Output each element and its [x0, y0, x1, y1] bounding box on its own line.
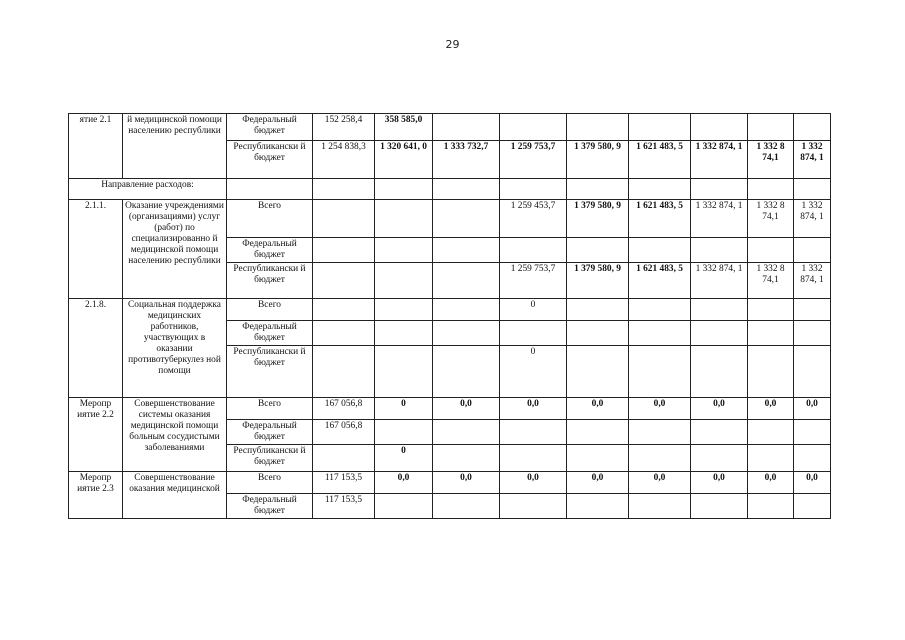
value-cell — [629, 299, 691, 321]
value-cell — [748, 346, 794, 398]
value-cell — [794, 238, 831, 263]
value-cell: 0,0 — [567, 472, 629, 494]
budget-table-body — [69, 114, 831, 519]
empty-cell — [748, 179, 794, 200]
value-cell: 0,0 — [567, 398, 629, 420]
funding-source: Всего — [227, 299, 313, 321]
value-cell: 1 621 483, 5 — [629, 263, 691, 299]
row-name: Оказание учреждениями (организациями) услуг (работ) по специализированно й медицинской помощи населению республики — [123, 200, 227, 299]
value-cell — [691, 238, 748, 263]
value-cell — [629, 321, 691, 346]
funding-source: Федеральный бюджет — [227, 494, 313, 519]
funding-source: Федеральный бюджет — [227, 238, 313, 263]
value-cell — [500, 321, 567, 346]
value-cell: 167 056,8 — [313, 398, 375, 420]
value-cell: 0,0 — [691, 398, 748, 420]
value-cell: 1 333 732,7 — [433, 141, 500, 179]
value-cell — [567, 445, 629, 472]
value-cell — [794, 321, 831, 346]
value-cell: 1 332 874, 1 — [691, 141, 748, 179]
value-cell — [567, 321, 629, 346]
value-cell — [567, 299, 629, 321]
value-cell — [500, 420, 567, 445]
value-cell — [748, 321, 794, 346]
empty-cell — [227, 179, 313, 200]
funding-source: Республикански й бюджет — [227, 141, 313, 179]
value-cell — [794, 299, 831, 321]
row-code: 2.1.8. — [69, 299, 123, 398]
value-cell — [567, 494, 629, 519]
value-cell: 0,0 — [500, 398, 567, 420]
value-cell — [500, 494, 567, 519]
row-code: Меропр иятие 2.3 — [69, 472, 123, 519]
value-cell — [794, 114, 831, 141]
row-code: ятие 2.1 — [69, 114, 123, 179]
value-cell — [629, 420, 691, 445]
funding-source: Республикански й бюджет — [227, 445, 313, 472]
value-cell — [500, 238, 567, 263]
value-cell: 0,0 — [629, 472, 691, 494]
value-cell — [794, 494, 831, 519]
value-cell — [375, 321, 433, 346]
table-row — [69, 299, 831, 321]
value-cell: 1 332 874, 1 — [691, 263, 748, 299]
value-cell: 1 379 580, 9 — [567, 263, 629, 299]
value-cell: 0,0 — [433, 398, 500, 420]
value-cell — [567, 420, 629, 445]
value-cell — [500, 445, 567, 472]
value-cell: 1 332 8 74,1 — [748, 200, 794, 238]
value-cell — [433, 445, 500, 472]
value-cell — [567, 238, 629, 263]
value-cell — [313, 299, 375, 321]
value-cell — [629, 114, 691, 141]
empty-cell — [691, 179, 748, 200]
value-cell: 0 — [375, 398, 433, 420]
empty-cell — [313, 179, 375, 200]
value-cell: 1 379 580, 9 — [567, 200, 629, 238]
value-cell — [375, 346, 433, 398]
value-cell: 0 — [500, 299, 567, 321]
value-cell: 0,0 — [794, 398, 831, 420]
empty-cell — [375, 179, 433, 200]
value-cell — [375, 494, 433, 519]
row-name: Социальная поддержка медицинских работников, участвующих в оказании противотуберкулез ной помощи — [123, 299, 227, 398]
value-cell — [629, 445, 691, 472]
value-cell — [375, 200, 433, 238]
value-cell — [375, 238, 433, 263]
value-cell: 0,0 — [433, 472, 500, 494]
value-cell — [629, 346, 691, 398]
value-cell — [433, 299, 500, 321]
value-cell — [629, 238, 691, 263]
funding-source: Республикански й бюджет — [227, 263, 313, 299]
table-row — [69, 114, 831, 141]
funding-source: Федеральный бюджет — [227, 420, 313, 445]
row-name: й медицинской помощи населению республики — [123, 114, 227, 179]
value-cell: 0,0 — [629, 398, 691, 420]
value-cell — [794, 346, 831, 398]
value-cell: 0,0 — [375, 472, 433, 494]
table-row — [69, 398, 831, 420]
value-cell — [433, 114, 500, 141]
value-cell: 0 — [375, 445, 433, 472]
table-row — [69, 472, 831, 494]
value-cell — [748, 420, 794, 445]
value-cell — [313, 200, 375, 238]
value-cell — [500, 114, 567, 141]
row-code: 2.1.1. — [69, 200, 123, 299]
row-name: Совершенствование системы оказания медицинской помощи больным сосудистыми заболеваниями — [123, 398, 227, 472]
value-cell: 1 332 874, 1 — [794, 263, 831, 299]
value-cell: 1 332 874, 1 — [691, 200, 748, 238]
value-cell: 358 585,0 — [375, 114, 433, 141]
value-cell — [748, 114, 794, 141]
value-cell: 152 258,4 — [313, 114, 375, 141]
value-cell: 0 — [500, 346, 567, 398]
value-cell: 0,0 — [794, 472, 831, 494]
funding-source: Всего — [227, 398, 313, 420]
value-cell — [691, 445, 748, 472]
table-row — [69, 200, 831, 238]
value-cell: 1 332 8 74,1 — [748, 263, 794, 299]
value-cell — [433, 494, 500, 519]
empty-cell — [567, 179, 629, 200]
value-cell: 1 254 838,3 — [313, 141, 375, 179]
page-number: 29 — [445, 38, 460, 51]
value-cell: 1 379 580, 9 — [567, 141, 629, 179]
value-cell: 0,0 — [500, 472, 567, 494]
funding-source: Всего — [227, 200, 313, 238]
value-cell — [375, 420, 433, 445]
empty-cell — [433, 179, 500, 200]
value-cell — [691, 114, 748, 141]
value-cell: 1 259 453,7 — [500, 200, 567, 238]
value-cell — [433, 420, 500, 445]
value-cell — [794, 420, 831, 445]
value-cell: 167 056,8 — [313, 420, 375, 445]
section-label: Направление расходов: — [69, 179, 227, 200]
value-cell: 1 621 483, 5 — [629, 141, 691, 179]
row-name: Совершенствование оказания медицинской — [123, 472, 227, 519]
value-cell: 1 320 641, 0 — [375, 141, 433, 179]
value-cell — [433, 238, 500, 263]
value-cell: 0,0 — [748, 398, 794, 420]
value-cell: 0,0 — [691, 472, 748, 494]
value-cell — [748, 299, 794, 321]
value-cell — [691, 321, 748, 346]
value-cell: 1 332 874, 1 — [794, 141, 831, 179]
value-cell: 1 259 753,7 — [500, 263, 567, 299]
value-cell — [313, 445, 375, 472]
value-cell — [433, 200, 500, 238]
value-cell: 1 332 8 74,1 — [748, 141, 794, 179]
value-cell — [375, 263, 433, 299]
value-cell — [748, 445, 794, 472]
empty-cell — [794, 179, 831, 200]
value-cell: 117 153,5 — [313, 472, 375, 494]
funding-source: Всего — [227, 472, 313, 494]
value-cell: 1 332 874, 1 — [794, 200, 831, 238]
value-cell — [748, 238, 794, 263]
value-cell — [691, 420, 748, 445]
section-row — [69, 179, 831, 200]
value-cell — [748, 494, 794, 519]
value-cell: 0,0 — [748, 472, 794, 494]
value-cell: 1 259 753,7 — [500, 141, 567, 179]
funding-source: Федеральный бюджет — [227, 321, 313, 346]
value-cell — [567, 346, 629, 398]
value-cell — [629, 494, 691, 519]
empty-cell — [500, 179, 567, 200]
empty-cell — [629, 179, 691, 200]
value-cell — [691, 346, 748, 398]
funding-source: Республикански й бюджет — [227, 346, 313, 398]
value-cell — [313, 263, 375, 299]
row-code: Меропр иятие 2.2 — [69, 398, 123, 472]
value-cell — [794, 445, 831, 472]
value-cell — [433, 346, 500, 398]
value-cell — [567, 114, 629, 141]
value-cell — [313, 346, 375, 398]
value-cell — [433, 321, 500, 346]
budget-table — [68, 113, 831, 519]
value-cell: 1 621 483, 5 — [629, 200, 691, 238]
value-cell — [433, 263, 500, 299]
funding-source: Федеральный бюджет — [227, 114, 313, 141]
value-cell — [313, 238, 375, 263]
value-cell — [313, 321, 375, 346]
value-cell — [375, 299, 433, 321]
value-cell — [691, 299, 748, 321]
value-cell — [691, 494, 748, 519]
value-cell: 117 153,5 — [313, 494, 375, 519]
